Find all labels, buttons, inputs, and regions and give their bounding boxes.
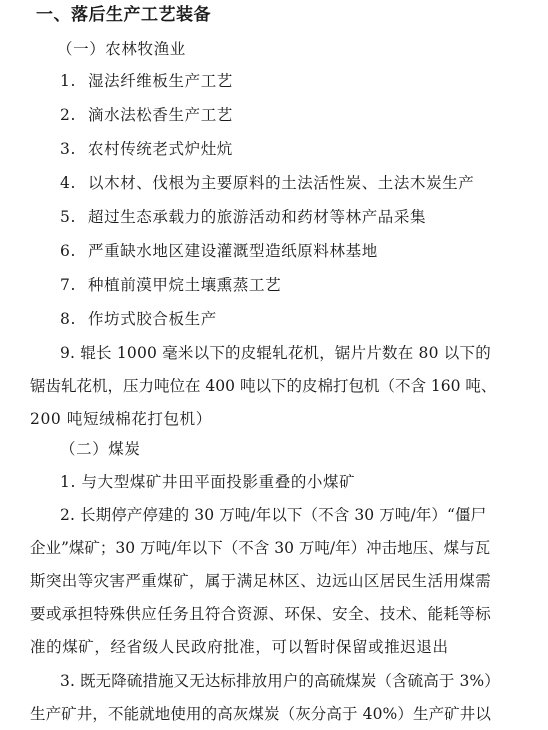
list-item-text: 农村传统老式炉灶炕: [88, 140, 233, 158]
paragraph-line: 9. 辊长 1000 毫米以下的皮辊轧花机，锯片片数在 80 以下的: [60, 344, 491, 362]
paragraph-line: 要或承担特殊供应任务且符合资源、环保、安全、技术、能耗等标: [30, 605, 492, 623]
paragraph-line: 企业”煤矿；30 万吨/年以下（不含 30 万吨/年）冲击地压、煤与瓦: [30, 539, 491, 557]
list-item-text: 严重缺水地区建设灌溉型造纸原料林基地: [88, 242, 378, 260]
paragraph-line: 1. 与大型煤矿井田平面投影重叠的小煤矿: [60, 473, 356, 491]
list-item: [60, 240, 378, 262]
paragraph-line: 锯齿轧花机，压力吨位在 400 吨以下的皮棉打包机（不含 160 吨、: [30, 377, 497, 395]
list-item-text: 以木材、伐根为主要原料的土法活性炭、土法木炭生产: [88, 174, 475, 192]
list-item-text: 滴水法松香生产工艺: [88, 106, 233, 124]
paragraph-line: 2. 长期停产停建的 30 万吨/年以下（不含 30 万吨/年）“僵尸: [60, 506, 487, 524]
list-item-number: 6.: [60, 242, 76, 260]
paragraph-line: 生产矿井，不能就地使用的高灰煤炭（灰分高于 40%）生产矿井以: [30, 705, 491, 723]
list-item-number: 3.: [60, 140, 76, 158]
list-item-number: 8.: [60, 310, 76, 328]
list-item: [60, 206, 426, 228]
list-item-text: 作坊式胶合板生产: [88, 310, 217, 328]
list-item: [60, 138, 233, 160]
paragraph-line: 准的煤矿，经省级人民政府批准，可以暂时保留或推迟退出: [30, 638, 449, 656]
list-item: [60, 308, 217, 330]
paragraph-line: 3. 既无降硫措施又无达标排放用户的高硫煤炭（含硫高于 3%）: [60, 672, 500, 690]
list-item-number: 4.: [60, 174, 76, 192]
paragraph-line: 斯突出等灾害严重煤矿，属于满足林区、边远山区居民生活用煤需: [30, 572, 492, 590]
list-item-number: 5.: [60, 208, 76, 226]
list-item-number: 2.: [60, 106, 76, 124]
subsection-title-coal: （二）煤炭: [60, 440, 141, 458]
list-item-number: 7.: [60, 276, 76, 294]
list-item-text: 湿法纤维板生产工艺: [88, 72, 233, 90]
subsection-title-agriculture: （一）农林牧渔业: [57, 40, 186, 58]
list-item: [60, 70, 233, 92]
list-item-text: 超过生态承载力的旅游活动和药材等林产品采集: [88, 208, 427, 226]
list-item: [60, 104, 233, 126]
list-item: [60, 172, 474, 194]
paragraph-line: 200 吨短绒棉花打包机）: [30, 410, 212, 428]
list-item-text: 种植前漠甲烷土壤熏蒸工艺: [88, 276, 282, 294]
list-item-number: 1.: [60, 72, 76, 90]
section-heading: 一、落后生产工艺装备: [36, 5, 211, 25]
list-item: [60, 274, 281, 296]
